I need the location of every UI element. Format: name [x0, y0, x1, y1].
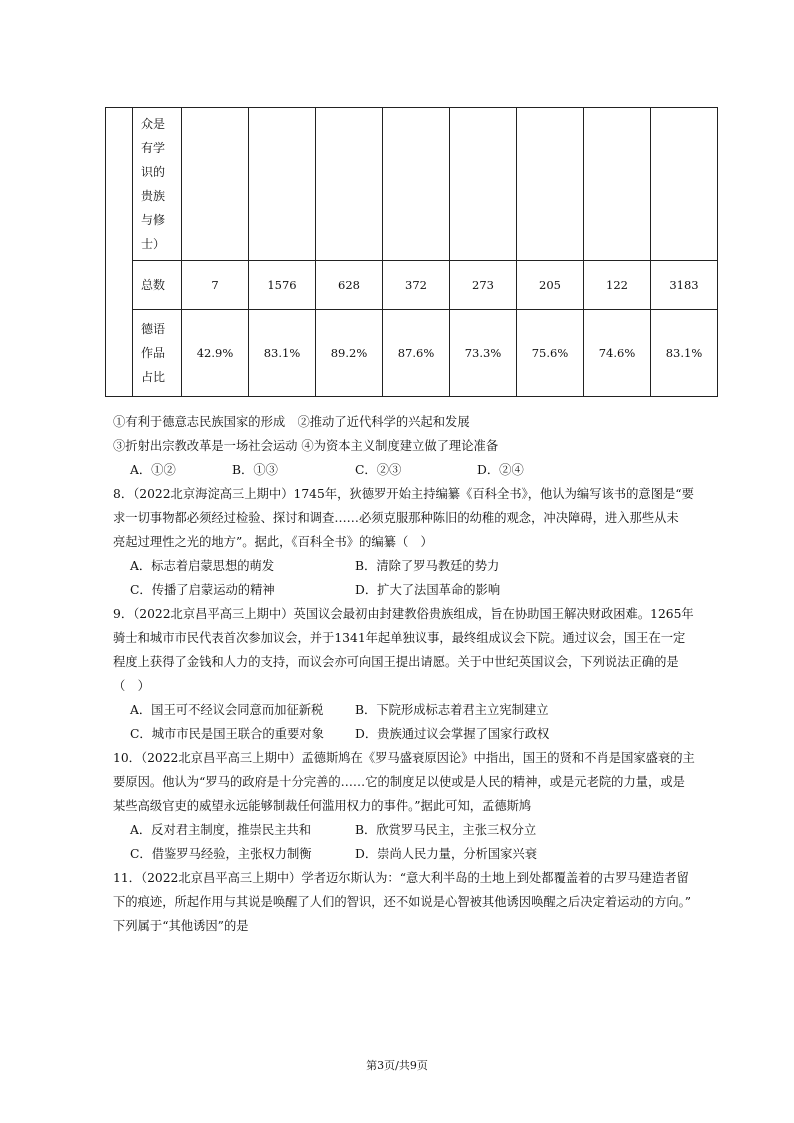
q9-option-b[interactable]: B．下院形成标志着君主立宪制建立 — [355, 703, 549, 717]
row-label-line: 众是 — [141, 117, 166, 131]
q10-option-d[interactable]: D．崇尚人民力量，分析国家兴衰 — [355, 847, 538, 861]
q8-option-d[interactable]: D．扩大了法国革命的影响 — [355, 583, 501, 597]
table-cell: 122 — [584, 261, 651, 310]
table-cell — [316, 108, 383, 261]
q9-stem: 程度上获得了金钱和人力的支持，而议会亦可向国王提出请愿。关于中世纪英国议会，下列说法正确的是 — [113, 655, 679, 669]
table-cell: 1576 — [249, 261, 316, 310]
row-label — [133, 108, 182, 261]
table-cell: 42.9% — [182, 310, 249, 397]
q8-stem: 求一切事物都必须经过检验、探讨和调查……必须克服那种陈旧的幼稚的观念，冲决障碍，进入那些从未 — [113, 511, 679, 525]
table-cell — [182, 108, 249, 261]
q9-option-d[interactable]: D．贵族通过议会掌握了国家行政权 — [355, 727, 550, 741]
q7-statement: ③折射出宗教改革是一场社会运动 ④为资本主义制度建立做了理论准备 — [113, 439, 499, 453]
q11-stem: 11．（2022北京昌平高三上期中）学者迈尔斯认为：“意大利半岛的土地上到处都覆盖着的古罗马建造者留 — [113, 871, 689, 885]
q8-option-a[interactable]: A．标志着启蒙思想的萌发 — [130, 559, 275, 573]
q9-stem: 9．（2022北京昌平高三上期中）英国议会最初由封建教俗贵族组成，旨在协助国王解决财政困难。1265年 — [113, 607, 694, 621]
table-cell: 205 — [517, 261, 584, 310]
q11-stem: 下的痕迹，所起作用与其说是唤醒了人们的智识，还不如说是心智被其他诱因唤醒之后决定着运动的方向。” — [113, 895, 692, 909]
table-row — [106, 261, 718, 310]
row-label-line: 识的 — [141, 165, 166, 179]
q10-stem: 某些高级官吏的威望永远能够制裁任何滥用权力的事件。”据此可知，孟德斯鸠 — [113, 799, 532, 813]
q10-option-c[interactable]: C．借鉴罗马经验，主张权力制衡 — [130, 847, 312, 861]
table-cell: 87.6% — [383, 310, 450, 397]
row-label-line: 作品 — [141, 346, 166, 360]
table-cell — [106, 108, 133, 397]
q9-stem: 骑士和城市市民代表首次参加议会，并于1341年起单独议事，最终组成议会下院。通过议会，国王在一定 — [113, 631, 686, 645]
table-cell: 372 — [383, 261, 450, 310]
table-cell: 74.6% — [584, 310, 651, 397]
q11-stem: 下列属于“其他诱因”的是 — [113, 919, 249, 933]
q10-option-a[interactable]: A．反对君主制度，推崇民主共和 — [130, 823, 312, 837]
page-footer: 第3页/共9页 — [366, 1059, 428, 1072]
table-cell: 83.1% — [651, 310, 718, 397]
table-cell: 273 — [450, 261, 517, 310]
q7-option-d[interactable]: D．②④ — [477, 463, 524, 477]
table-cell — [450, 108, 517, 261]
q10-stem: 要原因。他认为“罗马的政府是十分完善的……它的制度足以使或是人民的精神，或是元老院的力量，或是 — [113, 775, 685, 789]
table-cell: 75.6% — [517, 310, 584, 397]
data-table — [105, 107, 718, 397]
q9-option-a[interactable]: A．国王可不经议会同意而加征新税 — [130, 703, 324, 717]
row-label-line: 与修 — [141, 213, 166, 227]
q7-option-c[interactable]: C．②③ — [355, 463, 402, 477]
table-cell — [651, 108, 718, 261]
row-label-line: 占比 — [141, 370, 166, 384]
row-label-line: 有学 — [141, 141, 166, 155]
table-cell: 628 — [316, 261, 383, 310]
q7-option-b[interactable]: B．①③ — [232, 463, 278, 477]
row-label — [133, 310, 182, 397]
row-label-line: 贵族 — [141, 189, 166, 203]
q9-option-c[interactable]: C．城市市民是国王联合的重要对象 — [130, 727, 324, 741]
row-label-line: 士） — [141, 237, 166, 251]
q8-stem: 亮起过理性之光的地方”。据此，《百科全书》的编纂（ ） — [113, 535, 433, 549]
q10-stem: 10．（2022北京昌平高三上期中）孟德斯鸠在《罗马盛衰原因论》中指出，国王的贤和不肖是国家盛衰的主 — [113, 751, 695, 765]
table-cell: 83.1% — [249, 310, 316, 397]
q8-stem: 8．（2022北京海淀高三上期中）1745年，狄德罗开始主持编纂《百科全书》，他认为编写该书的意图是“要 — [113, 487, 694, 501]
q7-option-a[interactable]: A．①② — [130, 463, 176, 477]
table-cell: 73.3% — [450, 310, 517, 397]
table-cell — [584, 108, 651, 261]
row-label-line: 德语 — [141, 322, 166, 336]
q8-option-b[interactable]: B．清除了罗马教廷的势力 — [355, 559, 500, 573]
q7-statement: ①有利于德意志民族国家的形成 ②推动了近代科学的兴起和发展 — [113, 415, 470, 429]
table-cell: 3183 — [651, 261, 718, 310]
table-cell — [383, 108, 450, 261]
q10-option-b[interactable]: B．欣赏罗马民主，主张三权分立 — [355, 823, 537, 837]
table-cell: 7 — [182, 261, 249, 310]
table-cell — [517, 108, 584, 261]
table-cell — [249, 108, 316, 261]
table-row — [106, 108, 718, 261]
q8-option-c[interactable]: C．传播了启蒙运动的精神 — [130, 583, 275, 597]
table-row — [106, 310, 718, 397]
table-cell: 89.2% — [316, 310, 383, 397]
q9-stem: （ ） — [113, 679, 150, 693]
row-label: 总数 — [133, 261, 182, 310]
